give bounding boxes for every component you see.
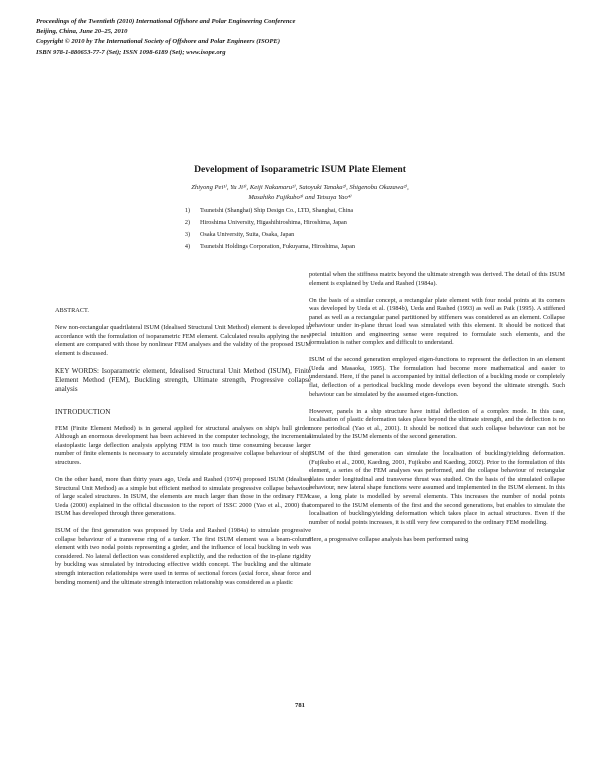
- affiliation-item: [168, 241, 355, 253]
- header-isbn: ISBN 978-1-880653-77-7 (Set); ISSN 1098-6189 (Set); www.isope.org: [36, 48, 226, 56]
- abstract-heading: ABSTRACT.: [55, 307, 89, 314]
- right-paragraph-2: On the basis of a similar concept, a rectangular plate element with four nodal points at its corners was developed by Ueda et al. (1984b), Ueda and Rashed (1993) as well as Paik (1995). A stiffened panel as well as a rectangular panel partitioned by stiffeners was considered as an element. Collapse behaviour under in-plane thrust load was simulated with this element. It should be noticed that special intuition and engineering sense were required to formulate such elements, and the formulation is rather complex and difficult to understand.: [309, 296, 565, 347]
- page-number: 781: [295, 702, 305, 709]
- affiliation-item: [168, 229, 355, 241]
- header-copyright: Copyright © 2010 by The International Society of Offshore and Polar Engineers (ISOPE): [36, 38, 281, 46]
- header-conference: Proceedings of the Twentieth (2010) International Offshore and Polar Engineering Conference: [36, 18, 296, 25]
- abstract-text: New non-rectangular quadrilateral ISUM (Idealised Structural Unit Method) element is developed in accordance with the formulation of isoparametric FEM element. Calculated results applying the new element are compared with those by nonlinear FEM analyses and the validity of the proposed ISUM element is discussed.: [55, 324, 311, 357]
- right-paragraph-4: However, panels in a ship structure have initial deflection of a complex mode. In this case, localisation of plastic deformation takes place beyond the ultimate strength, and the deflection is no more periodical (Yao et al., 2001). It should be noticed that such collapse behaviour can not be simulated by the ISUM elements of the second generation.: [309, 407, 565, 441]
- header-location: Beijing, China, June 20–25, 2010: [36, 28, 128, 36]
- left-column: [55, 272, 311, 596]
- keywords: KEY WORDS: Isoparametric element, Idealised Structural Unit Method (ISUM), Finite Element Method (FEM), Buckling strength, Ultimate strength, Progressive collapse analysis: [55, 366, 311, 393]
- authors-line-2: Masahiko Fujikubo³⁾ and Tetsuya Yao⁴⁾: [248, 194, 352, 201]
- right-column: [309, 271, 565, 553]
- affiliation-list: [168, 205, 355, 253]
- proceedings-header: [36, 17, 556, 58]
- author-list: [150, 183, 450, 203]
- introduction-heading: INTRODUCTION: [55, 407, 111, 416]
- affiliation-text: Tsuneishi Holdings Corporation, Fukuyama, Hiroshima, Japan: [200, 242, 355, 250]
- affiliation-text: Tsuneishi (Shanghai) Ship Design Co., LTD, Shanghai, China: [200, 207, 354, 214]
- affiliation-number: 3): [184, 230, 190, 238]
- right-paragraph-5: ISUM of the third generation can simulate the localisation of buckling/yielding deformation. (Fujikubo et al., 2000, Kaeding, 2001, Fujikubo and Kaeding, 2002). Prior to the formulation of this element, a series of the FEM analyses was performed, and the collapse behaviour of rectangular plates under longitudinal and transverse thrust was studied. On the basis of the simulated collapse behaviour, new lateral shape functions were assumed and implemented in the ISUM element. In this case, a long plate is modelled by several elements. This increases the number of nodal points compared to the ISUM elements of the first and the second generations, but enables to simulate the localisation of buckling/yielding deformation which takes place in actual structures. Even if the number of nodal points increases, it is still very few compared to the ordinary FEM modelling.: [309, 450, 565, 526]
- intro-paragraph-1: FEM (Finite Element Method) is in general applied for structural analyses on ship's hull girder. Although an enormous development has been achieved in the computer technology, the incremental elastoplastic large deflection analysis applying FEM is too much time consuming because larger number of finite elements is necessary to accurately simulate progressive collapse behaviour of ship structures.: [55, 424, 311, 466]
- affiliation-number: 2): [184, 218, 190, 226]
- affiliation-text: Osaka University, Suita, Osaka, Japan: [200, 230, 295, 238]
- intro-paragraph-3: ISUM of the first generation was proposed by Ueda and Rashed (1984a) to simulate progressive collapse behaviour of a transverse ring of a tanker. The first ISUM element was a beam-column element with two nodal points representing a girder, and the influence of local buckling in web was considered. No lateral deflection was considered explicitly, and the reduction of the in-plane rigidity by buckling was simulated by introducing effective width concept. The buckling and the ultimate strength interaction relationships were used in terms of sectional forces (axial force, shear force and bending moment) and the ultimate strength interaction relationship was considered as a plastic: [55, 527, 311, 586]
- paper-title: Development of Isoparametric ISUM Plate Element: [194, 164, 406, 175]
- affiliation-number: 4): [184, 242, 190, 250]
- affiliation-number: 1): [184, 207, 190, 214]
- intro-paragraph-2: On the other hand, more than thirty years ago, Ueda and Rashed (1974) proposed ISUM (Idealised Structural Unit Method) as a simple but efficient method to simulate progressive collapse behaviour of large scaled structures. In ISUM, the elements are much larger than those in the ordinary FEM. Ueda (2000) explained in the official discussion to the report of ISSC 2000 (Yao et al., 2000) that ISUM has developed through three generations.: [55, 476, 311, 518]
- right-paragraph-3: ISUM of the second generation employed eigen-functions to represent the deflection in an element (Ueda and Masaoka, 1995). The formulation had become more mathematical and easier to understand. Here, if the panel is accompanied by initial deflection of a buckling mode or completely flat, deflection of a periodical buckling mode develops even beyond the ultimate strength. Such behaviour can be simulated by the assumed eigen-function.: [309, 356, 565, 398]
- right-paragraph-6: Here, a progressive collapse analysis has been performed using: [309, 535, 469, 543]
- affiliation-item: [168, 217, 355, 229]
- authors-line-1: Zhiyong Pei¹⁾, Yu Ji¹⁾, Keiji Nakamaru²⁾, Satoyuki Tanaka²⁾, Shigenobu Okazawa²⁾,: [191, 184, 409, 191]
- affiliation-item: [168, 205, 355, 217]
- affiliation-text: Hiroshima University, Higashihiroshima, Hiroshima, Japan: [200, 218, 347, 226]
- right-paragraph-1: potential when the stiffness matrix beyond the ultimate strength was derived. The detail of this ISUM element is explained by Ueda and Rashed (1984a).: [309, 271, 565, 287]
